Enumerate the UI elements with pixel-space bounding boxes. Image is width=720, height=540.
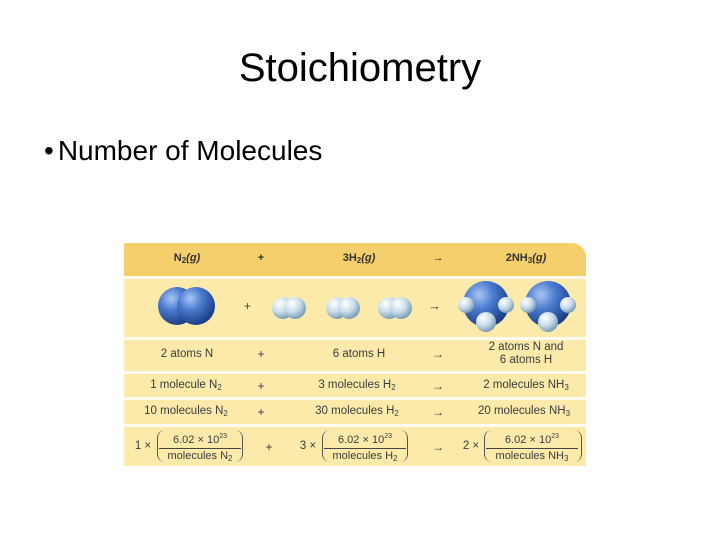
- bullet-text: Number of Molecules: [57, 135, 323, 166]
- atoms-reactant-n: 2 atoms N: [160, 348, 214, 360]
- avogadro-fraction-h2: [324, 430, 406, 465]
- nh3-molecule: [458, 281, 514, 332]
- ten-molecules-n2: 10 molecules $N_2$: [144, 405, 228, 418]
- header-reactant-h2: $3H_2(g)$: [342, 252, 376, 265]
- avogadro-coef-h2: 3 ×: [299, 440, 317, 452]
- row-separator: [124, 371, 586, 374]
- one-molecule-n2: 1 molecule $N_2$: [150, 379, 222, 392]
- atoms-product: [476, 341, 576, 367]
- header-arrow: →: [432, 252, 444, 264]
- fraction-bar: [324, 448, 406, 449]
- bullet-item: [44, 133, 322, 169]
- h2-molecule: [326, 297, 360, 319]
- avogadro-coef-nh3: 2 ×: [462, 440, 480, 452]
- avogadro-arrow: →: [432, 440, 444, 454]
- header-plus: +: [257, 252, 265, 264]
- slide-title: Stoichiometry: [238, 46, 482, 90]
- stoichiometry-table: [124, 243, 586, 466]
- avogadro-denominator-h2: molecules $H_2$: [332, 450, 398, 463]
- nh3-molecule: [520, 281, 576, 332]
- one-molecule-nh3: 2 molecules $NH_3$: [483, 379, 569, 392]
- atoms-product-line2: 6 atoms H: [499, 354, 553, 366]
- h2-molecule: [272, 297, 306, 319]
- avogadro-numerator: $6.02 \times 10^{23}$: [173, 433, 227, 446]
- row-separator: [124, 424, 586, 427]
- molecule-plus: +: [244, 299, 252, 313]
- avogadro-coef-n2: 1 ×: [134, 440, 152, 452]
- n2-molecule: [158, 287, 215, 325]
- avogadro-denominator-n2: molecules $N_2$: [167, 450, 233, 463]
- atoms-product-line1: 2 atoms N and: [488, 341, 564, 353]
- one-molecule-plus: +: [257, 379, 265, 393]
- bullet-dot: •: [44, 135, 54, 166]
- atoms-reactant-h: 6 atoms H: [332, 348, 386, 360]
- ten-molecules-nh3: 20 molecules $NH_3$: [477, 405, 571, 418]
- avogadro-numerator: $6.02 \times 10^{23}$: [505, 433, 559, 446]
- ten-molecules-h2: 30 molecules $H_2$: [315, 405, 399, 418]
- molecule-arrow: →: [428, 298, 441, 313]
- row-separator: [124, 337, 586, 340]
- header-reactant-n2: $N_2(g)$: [173, 252, 201, 265]
- avogadro-plus: +: [265, 440, 273, 454]
- ten-molecules-arrow: →: [432, 405, 444, 419]
- h2-molecule: [378, 297, 412, 319]
- avogadro-numerator: $6.02 \times 10^{23}$: [338, 433, 392, 446]
- atoms-arrow: →: [432, 347, 444, 361]
- avogadro-fraction-nh3: [486, 430, 578, 465]
- fraction-bar: [486, 448, 578, 449]
- avogadro-denominator-nh3: molecules $NH_3$: [495, 450, 569, 463]
- one-molecule-arrow: →: [432, 379, 444, 393]
- header-product-nh3: $2NH_3(g)$: [505, 252, 547, 265]
- avogadro-fraction-n2: [159, 430, 241, 465]
- ten-molecules-plus: +: [257, 405, 265, 419]
- row-separator: [124, 397, 586, 400]
- one-molecule-h2: 3 molecules $H_2$: [318, 379, 396, 392]
- atoms-plus: +: [257, 347, 265, 361]
- molecule-illustrations: [124, 279, 586, 337]
- fraction-bar: [159, 448, 241, 449]
